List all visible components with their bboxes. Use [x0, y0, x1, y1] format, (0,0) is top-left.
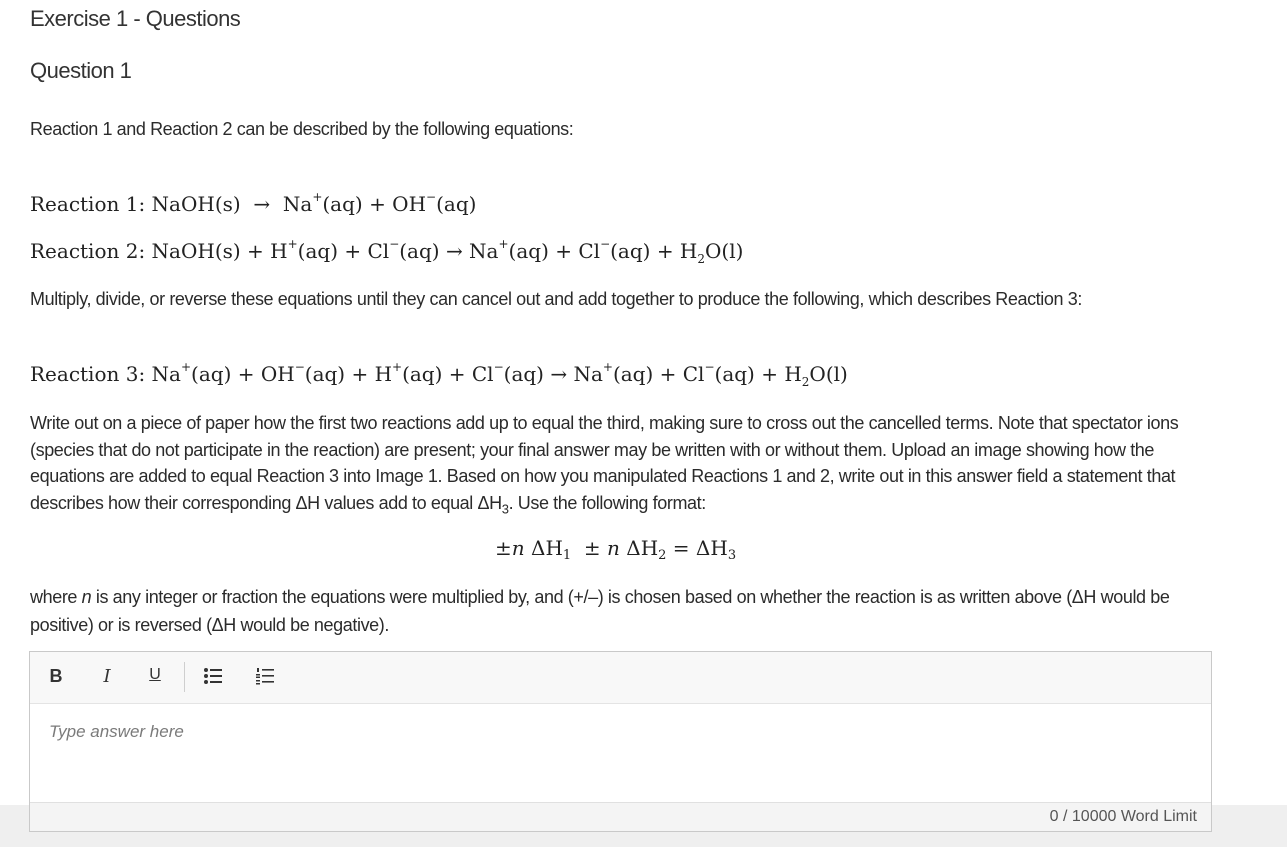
where-paragraph	[30, 583, 1220, 639]
where-rest: is any integer or fraction the equations were multiplied by, and (+/–) is chosen based on whether the reaction is as written above (ΔH would be positive) or is reversed (ΔH would be negative).	[30, 587, 1170, 635]
word-count-bar	[30, 802, 1211, 831]
toolbar-divider	[184, 662, 185, 692]
instructions-text: Write out on a piece of paper how the first two reactions add up to equal the third, making sure to cross out the cancelled terms. Note that spectator ions (species that do not participate in the reaction) are present; your final answer may be written with or without them. Upload an image showing how the equations are added to equal Reaction 3 into Image 1. Based on how you manipulated Reactions 1 and 2, write out in this answer field a statement that describes how their corresponding ΔH values add to equal ΔH	[30, 413, 1179, 513]
numbered-list-icon	[255, 666, 275, 686]
bold-button[interactable]: B	[49, 666, 63, 686]
reaction-1-label: Reaction 1:	[30, 192, 146, 216]
underline-label: U	[149, 666, 161, 683]
instruction-text: Multiply, divide, or reverse these equations until they can cancel out and add together to produce the following, which describes Reaction 3:	[30, 289, 1082, 309]
numbered-list-button[interactable]	[254, 666, 276, 690]
instructions-end: . Use the following format:	[508, 492, 706, 513]
word-count: 0 / 10000 Word Limit	[1049, 808, 1197, 825]
answer-editor	[29, 651, 1212, 832]
reaction-3-equation: Reaction 3: $Na^+(aq) + OH^-(aq) + H^+(aq) + Cl^-(aq) \to Na^+(aq) + Cl^-(aq) + H_2O(l)$	[30, 360, 848, 389]
instructions-paragraph	[30, 410, 1215, 523]
bullet-list-button[interactable]	[202, 666, 224, 690]
intro-text: Reaction 1 and Reaction 2 can be described by the following equations:	[30, 119, 574, 139]
answer-input[interactable]: Type answer here	[49, 722, 184, 741]
question-title: Question 1	[30, 58, 132, 83]
underline-button[interactable]	[146, 666, 164, 690]
reaction-1-equation: Reaction 1: NaOH(s) → Na+(aq) + OH−(aq)	[30, 190, 477, 216]
exercise-title: Exercise 1 - Questions	[30, 6, 241, 31]
editor-toolbar	[30, 652, 1211, 704]
format-equation: ±n $\Delta H_1 \pm n$ $\Delta H_2 = \Delta H_3$	[495, 536, 737, 563]
reaction-2-label: Reaction 2:	[30, 239, 146, 263]
where-n: n	[81, 587, 92, 607]
bullet-list-icon	[203, 666, 223, 686]
italic-button[interactable]: I	[103, 666, 111, 687]
delta-h3-subscript: 3	[501, 501, 509, 517]
reaction-3-label: Reaction 3:	[30, 362, 146, 386]
reaction-2-equation: Reaction 2: NaOH(s) + $H^+(aq) + Cl^-(aq) \to Na^+(aq) + Cl^-(aq) + H_2O(l)$	[30, 237, 744, 266]
where-start: where	[30, 587, 82, 607]
